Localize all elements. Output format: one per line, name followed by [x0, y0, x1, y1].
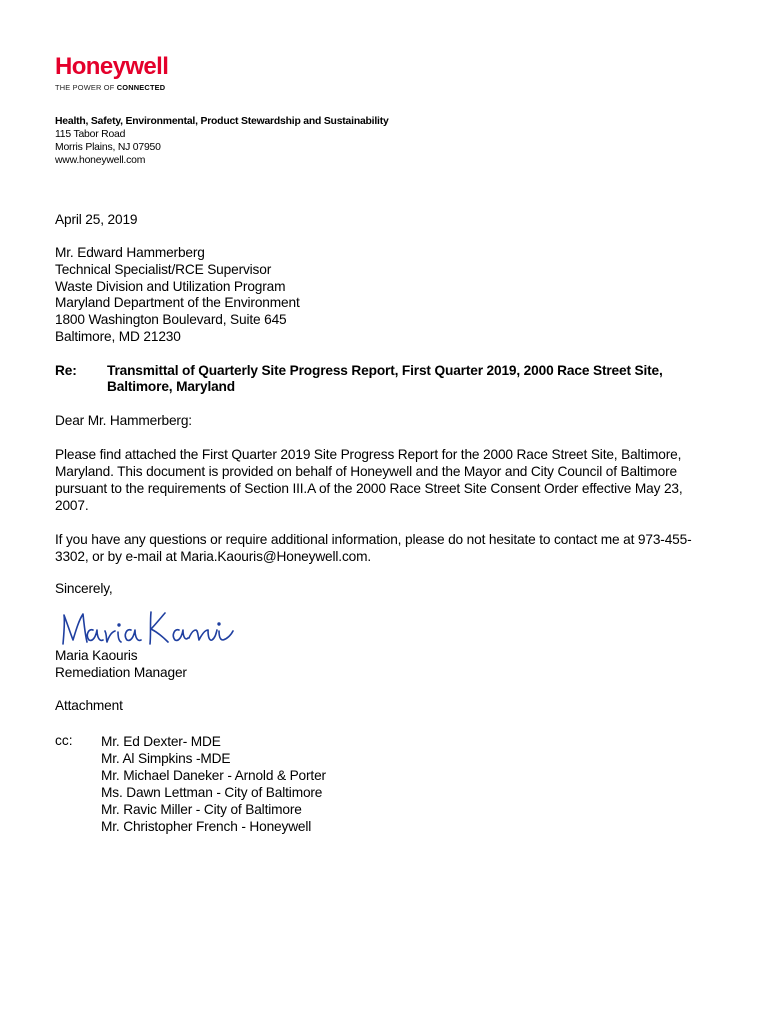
handwritten-signature [55, 600, 235, 650]
signer-name: Maria Kaouris [55, 648, 138, 663]
cc-recipient: Mr. Al Simpkins -MDE [101, 751, 231, 766]
signer-title: Remediation Manager [55, 665, 187, 680]
salutation: Dear Mr. Hammerberg: [55, 413, 192, 428]
recipient-name: Mr. Edward Hammerberg [55, 245, 205, 260]
tagline-prefix: THE POWER OF [55, 83, 117, 92]
recipient-street: 1800 Washington Boulevard, Suite 645 [55, 312, 287, 327]
tagline-bold: CONNECTED [116, 83, 166, 92]
sender-address-line1: 115 Tabor Road [55, 129, 126, 140]
cc-recipient: Mr. Christopher French - Honeywell [101, 819, 312, 834]
re-label: Re: [55, 363, 77, 378]
recipient-city: Baltimore, MD 21230 [55, 329, 181, 344]
cc-recipient: Mr. Michael Daneker - Arnold & Porter [101, 768, 326, 783]
cc-recipient: Mr. Ed Dexter- MDE [101, 734, 221, 749]
re-subject-line2: Baltimore, Maryland [107, 379, 235, 394]
company-logo: Honeywell [55, 53, 169, 80]
body-paragraph-2: If you have any questions or require additional information, please do not hesitate to contact me at 973-455-3302, or by e-mail at Maria.Kaouris@Honeywell.com. [55, 532, 692, 564]
recipient-division: Waste Division and Utilization Program [55, 279, 286, 294]
cc-list [101, 733, 326, 835]
letter-date: April 25, 2019 [55, 212, 138, 227]
attachment-label: Attachment [55, 698, 123, 713]
logo-tagline [55, 83, 165, 92]
closing: Sincerely, [55, 581, 113, 596]
recipient-department: Maryland Department of the Environment [55, 295, 300, 310]
body-paragraph-1: Please find attached the First Quarter 2019 Site Progress Report for the 2000 Race Street Site, Baltimore, Maryland. This document is provided on behalf of Honeywell and the Mayor and City Council of Baltimore pursuant to the requirements of Section III.A of the 2000 Race Street Site Consent Order effective May 23, 2007. [55, 447, 683, 513]
cc-recipient: Mr. Ravic Miller - City of Baltimore [101, 802, 302, 817]
department-name: Health, Safety, Environmental, Product Stewardship and Sustainability [55, 116, 389, 127]
sender-address-line2: Morris Plains, NJ 07950 [55, 142, 161, 153]
re-subject-line1: Transmittal of Quarterly Site Progress Report, First Quarter 2019, 2000 Race Street Site, [107, 363, 663, 378]
sender-website: www.honeywell.com [55, 155, 146, 166]
cc-recipient: Ms. Dawn Lettman - City of Baltimore [101, 785, 323, 800]
recipient-title: Technical Specialist/RCE Supervisor [55, 262, 272, 277]
cc-label: cc: [55, 733, 73, 748]
